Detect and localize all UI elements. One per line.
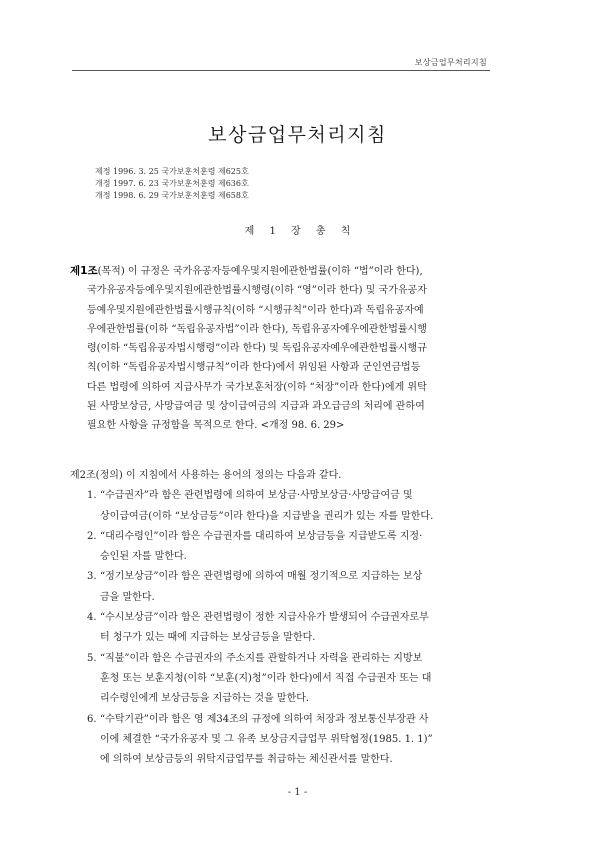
revision-line: 개정 1997. 6. 23 국가보훈처훈령 제636호: [95, 179, 249, 188]
document-title: 보상금업무처리지침: [208, 124, 387, 146]
article-text-line: 칙(이하 “독립유공자법시행규칙”이라 한다)에서 위임된 사항과 군인연금법등: [87, 362, 421, 374]
article-1: [70, 262, 530, 436]
revision-line: 개정 1998. 6. 29 국가보훈처훈령 제658호: [95, 191, 249, 200]
chapter-heading: 제 1 장 총 칙: [244, 226, 351, 237]
article-text-line: 등예우및지원에관한법률시행규칙(이하 “시행규칙”이라 한다)과 독립유공자예: [87, 304, 424, 316]
item-number: 4.: [87, 612, 97, 624]
item-text-line: 이에 체결한 “국가유공자 및 그 유족 보상금지급업무 위탁협정(1985. 1. 1)”: [100, 733, 433, 745]
definition-item-4: [70, 608, 530, 649]
item-number: 6.: [87, 713, 97, 725]
definition-item-5: [70, 649, 530, 710]
definition-item-6: [70, 710, 530, 771]
item-text-line: “수시보상금”이라 함은 관련법령이 정한 지급사유가 발생되어 수급권자로부: [100, 612, 429, 624]
page-number: - 1 -: [287, 787, 308, 798]
article-text-line: 된 사망보상금, 사망급여금 및 상이급여금의 지급과 과오급금의 처리에 관하여: [87, 401, 425, 413]
item-text-line: “대리수령인”이라 함은 수급권자를 대리하여 보상금등을 지급받도록 지정·: [100, 530, 423, 542]
definition-item-3: [70, 567, 530, 608]
item-text-line: “직불”이라 함은 수급권자의 주소지를 관할하거나 자력을 관리하는 지방보: [100, 652, 423, 664]
item-number: 1.: [87, 490, 97, 502]
definition-item-2: [70, 527, 530, 568]
article-text-line: 다른 법령에 의하여 지급사무가 국가보훈처장(이하 “처장”이라 한다)에게 위탁: [87, 381, 427, 393]
item-text-line: 금을 말한다.: [100, 591, 155, 603]
item-text-line: 에 의하여 보상금등의 위탁지급업무를 취급하는 체신관서를 말한다.: [100, 754, 393, 766]
item-number: 3.: [87, 571, 97, 583]
article-text-line: 국가유공자등예우및지원에관한법률시행령(이하 “영”이라 한다) 및 국가유공자: [87, 285, 427, 297]
revision-line: 제정 1996. 3. 25 국가보훈처훈령 제625호: [95, 167, 249, 176]
item-text-line: “수탁기관”이라 함은 영 제34조의 규정에 의하여 처장과 정보통신부장관 사: [100, 713, 429, 725]
item-text-line: 승인된 자를 말한다.: [100, 551, 187, 563]
item-text-line: “수급권자”라 함은 관련법령에 의하여 보상금·사망보상금·사망급여금 및: [100, 490, 413, 502]
item-text-line: “정기보상금”이라 함은 관련법령에 의하여 매월 정기적으로 지급하는 보상: [100, 571, 423, 583]
item-text-line: 리수령인에게 보상금등을 지급하는 것을 말한다.: [100, 693, 310, 705]
article-text-line: 령(이하 “독립유공자법시행령”이라 한다) 및 독립유공자예우에관한법률시행규: [87, 343, 427, 355]
article-1-first-line: [70, 262, 530, 281]
header-rule: [72, 70, 490, 71]
item-number: 5.: [87, 652, 97, 664]
item-text-line: 상이급여금(이하 “보상금등”이라 한다)을 지급받을 권리가 있는 자를 말한다.: [100, 510, 434, 522]
article-text-line: 우에관한법률(이하 “독립유공자법”이라 한다), 독립유공자예우에관한법률시행: [87, 323, 427, 335]
running-header: 보상금업무처리지침: [414, 58, 487, 67]
article-2-intro: 제2조(정의) 이 지침에서 사용하는 용어의 정의는 다음과 같다.: [70, 470, 342, 481]
article-number: 제1조: [70, 265, 98, 277]
definition-item-1: [70, 486, 530, 527]
article-text-line: (목적) 이 규정은 국가유공자등예우및지원에관한법률(이하 “법”이라 한다),: [97, 266, 423, 277]
article-text-line: 필요한 사항을 규정함을 목적으로 한다. <개정 98. 6. 29>: [87, 420, 345, 432]
item-text-line: 터 청구가 있는 때에 지급하는 보상금등을 말한다.: [100, 632, 316, 644]
item-number: 2.: [87, 530, 97, 542]
item-text-line: 훈청 또는 보훈지청(이하 “보훈(지)청”이라 한다)에서 직접 수급권자 또는 대: [100, 672, 432, 684]
revision-history: [95, 166, 249, 202]
article-2: [70, 466, 530, 770]
